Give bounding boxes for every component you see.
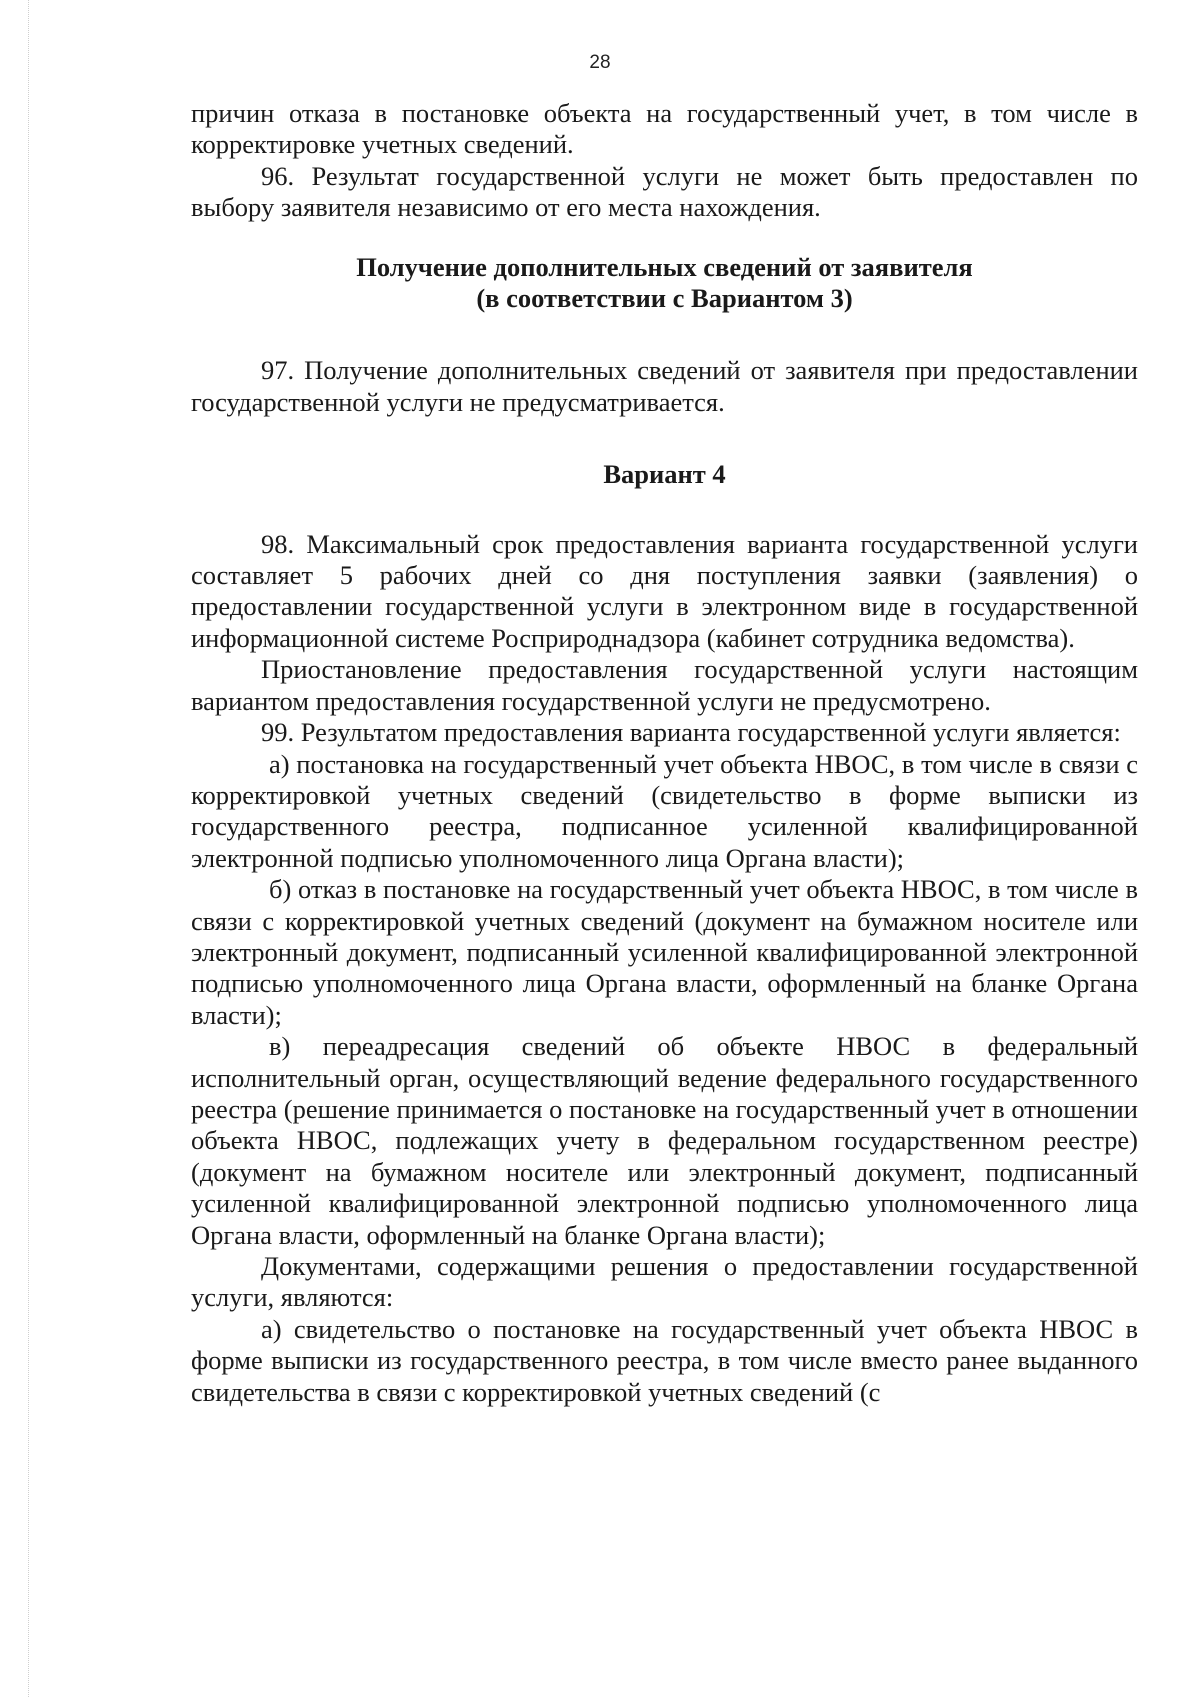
paragraph-99-a: а) постановка на государственный учет объекта НВОС, в том числе в связи с корректировкой учетных сведений (свидетельство в форме выписки из государственного реестра, подписанное усиленной квалифицированной электронной подписью уполномоченного лица Органа власти); — [191, 748, 1138, 873]
section-heading-line-1: Получение дополнительных сведений от заявителя — [356, 251, 973, 282]
paragraph-99-b: б) отказ в постановке на государственный учет объекта НВОС, в том числе в связи с корректировкой учетных сведений (документ на бумажном носителе или электронный документ, подписанный усиленной квалифицированной электронной подписью уполномоченного лица Органа власти, оформленный на бланке Органа власти); — [191, 874, 1138, 1030]
section-heading-line-2: (в соответствии с Вариантом 3) — [476, 283, 853, 314]
scan-edge-mark — [28, 0, 29, 1697]
paragraph-99-c: в) переадресация сведений об объекте НВОС в федеральный исполнительный орган, осуществляющий ведение федерального государственного реестра (решение принимается о постановке на государственный учет в отношении объекта НВОС, подлежащих учету в федеральном государственном реестре) (документ на бумажном носителе или электронный документ, подписанный усиленной квалифицированной электронной подписью уполномоченного лица Органа власти, оформленный на бланке Органа власти); — [191, 1031, 1138, 1250]
document-body — [191, 98, 1138, 1408]
paragraph-99: 99. Результатом предоставления варианта государственной услуги является: — [261, 717, 1121, 748]
page-number: 28 — [589, 52, 611, 73]
paragraph-decision-documents: Документами, содержащими решения о предоставлении государственной услуги, являются: — [191, 1251, 1138, 1313]
paragraph-97: 97. Получение дополнительных сведений от заявителя при предоставлении государственной услуги не предусматривается. — [191, 355, 1138, 417]
paragraph-continuation: причин отказа в постановке объекта на государственный учет, в том числе в корректировке учетных сведений. — [191, 98, 1138, 160]
paragraph-96: 96. Результат государственной услуги не может быть предоставлен по выбору заявителя независимо от его места нахождения. — [191, 160, 1138, 223]
paragraph-98: 98. Максимальный срок предоставления варианта государственной услуги составляет 5 рабочих дней со дня поступления заявки (заявления) о предоставлении государственной услуги в электронном виде в государственной информационной системе Росприроднадзора (кабинет сотрудника ведомства). — [191, 528, 1138, 653]
section-heading-variant-4: Вариант 4 — [603, 459, 726, 490]
section-heading-additional-info — [191, 252, 1138, 315]
paragraph-suspension: Приостановление предоставления государственной услуги настоящим вариантом предоставления государственной услуги не предусмотрено. — [191, 654, 1138, 716]
paragraph-decision-documents-a: а) свидетельство о постановке на государственный учет объекта НВОС в форме выписки из государственного реестра, в том числе вместо ранее выданного свидетельства в связи с корректировкой учетных сведений (с — [191, 1313, 1138, 1407]
